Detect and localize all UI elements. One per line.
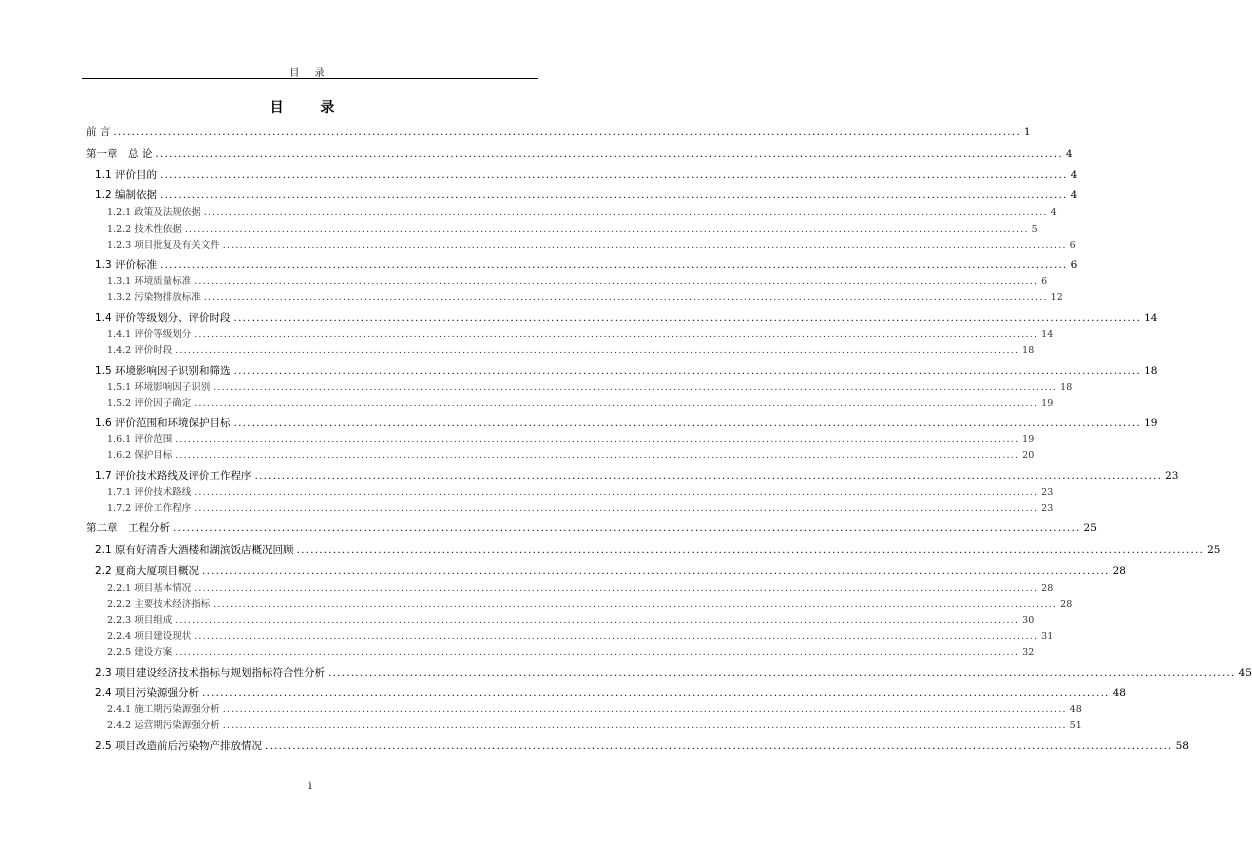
toc-entry-title: 2.2 夏商大厦项目概况 [95, 565, 200, 577]
toc-entry-title: 前 言 [86, 126, 111, 138]
running-header: 目 录 [289, 68, 331, 79]
toc-entry-page: 6 [1070, 259, 1078, 271]
dot-leader: ........................................................................................................................................................................................................ [175, 647, 1020, 658]
toc-entry[interactable] [86, 665, 1252, 680]
toc-entry-title: 1.7.1 评价技术路线 [107, 487, 192, 498]
dot-leader: ........................................................................................................................................................................................................ [213, 599, 1058, 610]
toc-entry-title: 第二章 工程分析 [86, 522, 170, 534]
toc-entry[interactable] [86, 596, 1073, 610]
dot-leader: ........................................................................................................................................................................................................ [222, 704, 1067, 715]
toc-entry[interactable] [86, 701, 1082, 715]
dot-leader: ........................................................................................................................................................................................................ [233, 312, 1142, 324]
toc-entry-title: 2.1 原有好清香大酒楼和湖滨饭店概况回顾 [95, 544, 294, 556]
dot-leader: ........................................................................................................................................................................................................ [203, 292, 1048, 303]
toc-entry-page: 58 [1175, 740, 1189, 752]
toc-entry-title: 1.3 评价标准 [95, 259, 158, 271]
toc-entry-page: 14 [1144, 312, 1158, 324]
dot-leader: ........................................................................................................................................................................................................ [113, 126, 1021, 138]
toc-entry-page: 18 [1144, 365, 1158, 377]
toc-entry[interactable] [86, 289, 1063, 303]
toc-entry-page: 12 [1050, 292, 1063, 303]
toc-entry-page: 4 [1070, 169, 1078, 181]
toc-entry-title: 1.7 评价技术路线及评价工作程序 [95, 470, 252, 482]
toc-entry[interactable] [86, 431, 1035, 445]
toc-entry-page: 23 [1041, 487, 1054, 498]
toc-entry-page: 6 [1069, 240, 1076, 251]
toc-entry-page: 20 [1022, 450, 1035, 461]
toc-entry-page: 30 [1022, 615, 1035, 626]
dot-leader: ........................................................................................................................................................................................................ [175, 345, 1020, 356]
toc-entry[interactable] [86, 187, 1078, 202]
dot-leader: ........................................................................................................................................................................................................ [194, 398, 1039, 409]
toc-entry[interactable] [86, 738, 1189, 753]
dot-leader: ........................................................................................................................................................................................................ [254, 470, 1163, 482]
toc-entry-title: 1.2 编制依据 [95, 189, 158, 201]
toc-entry[interactable] [86, 644, 1035, 658]
dot-leader: ........................................................................................................................................................................................................ [155, 148, 1063, 160]
toc-entry-page: 23 [1165, 470, 1179, 482]
dot-leader: ........................................................................................................................................................................................................ [194, 276, 1039, 287]
dot-leader: ........................................................................................................................................................................................................ [194, 503, 1039, 514]
toc-entry[interactable] [86, 257, 1078, 272]
toc-entry[interactable] [86, 580, 1054, 594]
dot-leader: ........................................................................................................................................................................................................ [175, 450, 1020, 461]
dot-leader: ........................................................................................................................................................................................................ [160, 259, 1068, 271]
toc-entry-page: 31 [1041, 631, 1054, 642]
toc-entry-title: 1.1 评价目的 [95, 169, 158, 181]
toc-entry-page: 51 [1069, 720, 1082, 731]
toc-entry[interactable] [86, 542, 1221, 557]
dot-leader: ........................................................................................................................................................................................................ [202, 565, 1110, 577]
toc-entry[interactable] [86, 326, 1054, 340]
toc-entry-page: 19 [1041, 398, 1054, 409]
dot-leader: ........................................................................................................................................................................................................ [175, 434, 1020, 445]
toc-entry[interactable] [86, 484, 1054, 498]
toc-entry[interactable] [86, 612, 1035, 626]
toc-entry[interactable] [86, 685, 1126, 700]
toc-entry[interactable] [86, 395, 1054, 409]
toc-entry-title: 第一章 总 论 [86, 148, 153, 160]
toc-entry[interactable] [86, 717, 1082, 731]
dot-leader: ........................................................................................................................................................................................................ [233, 417, 1142, 429]
toc-entry-title: 1.6.2 保护目标 [107, 450, 173, 461]
toc-entry-page: 23 [1041, 503, 1054, 514]
toc-entry-page: 14 [1041, 329, 1054, 340]
toc-entry-title: 2.2.3 项目组成 [107, 615, 173, 626]
toc-entry-title: 2.2.1 项目基本情况 [107, 583, 192, 594]
dot-leader: ........................................................................................................................................................................................................ [222, 720, 1067, 731]
toc-entry-page: 32 [1022, 647, 1035, 658]
dot-leader: ........................................................................................................................................................................................................ [194, 583, 1039, 594]
dot-leader: ........................................................................................................................................................................................................ [203, 207, 1048, 218]
toc-entry-title: 2.4 项目污染源强分析 [95, 687, 200, 699]
toc-entry-page: 25 [1207, 544, 1221, 556]
toc-entry-page: 5 [1031, 224, 1038, 235]
toc-entry-page: 6 [1041, 276, 1048, 287]
toc-entry-page: 48 [1069, 704, 1082, 715]
toc-entry-page: 25 [1083, 522, 1097, 534]
toc-entry[interactable] [86, 146, 1073, 161]
toc-entry-title: 1.4 评价等级划分、评价时段 [95, 312, 231, 324]
toc-entry-title: 1.3.1 环境质量标准 [107, 276, 192, 287]
dot-leader: ........................................................................................................................................................................................................ [173, 522, 1081, 534]
dot-leader: ........................................................................................................................................................................................................ [175, 615, 1020, 626]
toc-entry-page: 19 [1022, 434, 1035, 445]
toc-entry-title: 1.2.1 政策及法规依据 [107, 207, 201, 218]
toc-entry-page: 19 [1144, 417, 1158, 429]
toc-entry-title: 1.6.1 评价范围 [107, 434, 173, 445]
dot-leader: ........................................................................................................................................................................................................ [194, 329, 1039, 340]
toc-entry[interactable] [86, 273, 1048, 287]
dot-leader: ........................................................................................................................................................................................................ [296, 544, 1205, 556]
toc-entry[interactable] [86, 520, 1097, 535]
dot-leader: ........................................................................................................................................................................................................ [202, 687, 1110, 699]
toc-entry-title: 2.4.2 运营期污染源强分析 [107, 720, 220, 731]
toc-entry-title: 1.3.2 污染物排放标准 [107, 292, 201, 303]
toc-entry-page: 4 [1070, 189, 1078, 201]
toc-entry-page: 4 [1050, 207, 1057, 218]
dot-leader: ........................................................................................................................................................................................................ [160, 169, 1068, 181]
toc-entry-title: 1.5.1 环境影响因子识别 [107, 382, 211, 393]
toc-entry-page: 18 [1022, 345, 1035, 356]
toc-entry-page: 4 [1065, 148, 1073, 160]
dot-leader: ........................................................................................................................................................................................................ [194, 631, 1039, 642]
toc-entry-page: 1 [1023, 126, 1031, 138]
toc-entry-title: 2.3 项目建设经济技术指标与规划指标符合性分析 [95, 667, 326, 679]
toc-entry-title: 1.5.2 评价因子确定 [107, 398, 192, 409]
toc-entry[interactable] [86, 124, 1031, 139]
toc-entry[interactable] [86, 310, 1158, 325]
toc-entry-page: 45 [1238, 667, 1252, 679]
toc-entry-page: 18 [1060, 382, 1073, 393]
toc-entry[interactable] [86, 563, 1126, 578]
toc-entry[interactable] [86, 204, 1057, 218]
toc-entry-title: 2.4.1 施工期污染源强分析 [107, 704, 220, 715]
toc-entry-title: 1.2.3 项目批复及有关文件 [107, 240, 220, 251]
dot-leader: ........................................................................................................................................................................................................ [160, 189, 1068, 201]
toc-entry-title: 2.2.2 主要技术经济指标 [107, 599, 211, 610]
toc-entry-page: 48 [1112, 687, 1126, 699]
toc-entry-title: 2.5 项目改造前后污染物产排放情况 [95, 740, 263, 752]
toc-entry[interactable] [86, 379, 1073, 393]
toc-entry[interactable] [86, 628, 1054, 642]
toc-entry[interactable] [86, 500, 1054, 514]
toc-entry-title: 1.2.2 技术性依据 [107, 224, 182, 235]
dot-leader: ........................................................................................................................................................................................................ [233, 365, 1142, 377]
toc-entry-title: 1.4.1 评价等级划分 [107, 329, 192, 340]
toc-entry-page: 28 [1041, 583, 1054, 594]
toc-entry-page: 28 [1060, 599, 1073, 610]
header-rule [82, 78, 538, 79]
dot-leader: ........................................................................................................................................................................................................ [184, 224, 1029, 235]
dot-leader: ........................................................................................................................................................................................................ [265, 740, 1173, 752]
toc-entry-title: 1.5 环境影响因子识别和筛选 [95, 365, 231, 377]
toc-entry-title: 1.6 评价范围和环境保护目标 [95, 417, 231, 429]
page-number: i [308, 781, 312, 792]
toc-entry[interactable] [86, 167, 1078, 182]
toc-entry[interactable] [86, 363, 1158, 378]
toc-entry-title: 1.4.2 评价时段 [107, 345, 173, 356]
toc-entry[interactable] [86, 468, 1179, 483]
toc-entry[interactable] [86, 342, 1035, 356]
toc-entry-title: 1.7.2 评价工作程序 [107, 503, 192, 514]
toc-entry-title: 2.2.5 建设方案 [107, 647, 173, 658]
dot-leader: ........................................................................................................................................................................................................ [222, 240, 1067, 251]
toc-entry[interactable] [86, 221, 1038, 235]
toc-title: 目 录 [269, 100, 351, 116]
dot-leader: ........................................................................................................................................................................................................ [328, 667, 1236, 679]
toc-entry-title: 2.2.4 项目建设现状 [107, 631, 192, 642]
toc-entry[interactable] [86, 237, 1076, 251]
toc-entry[interactable] [86, 447, 1035, 461]
toc-entry[interactable] [86, 415, 1158, 430]
toc-entry-page: 28 [1112, 565, 1126, 577]
dot-leader: ........................................................................................................................................................................................................ [213, 382, 1058, 393]
dot-leader: ........................................................................................................................................................................................................ [194, 487, 1039, 498]
